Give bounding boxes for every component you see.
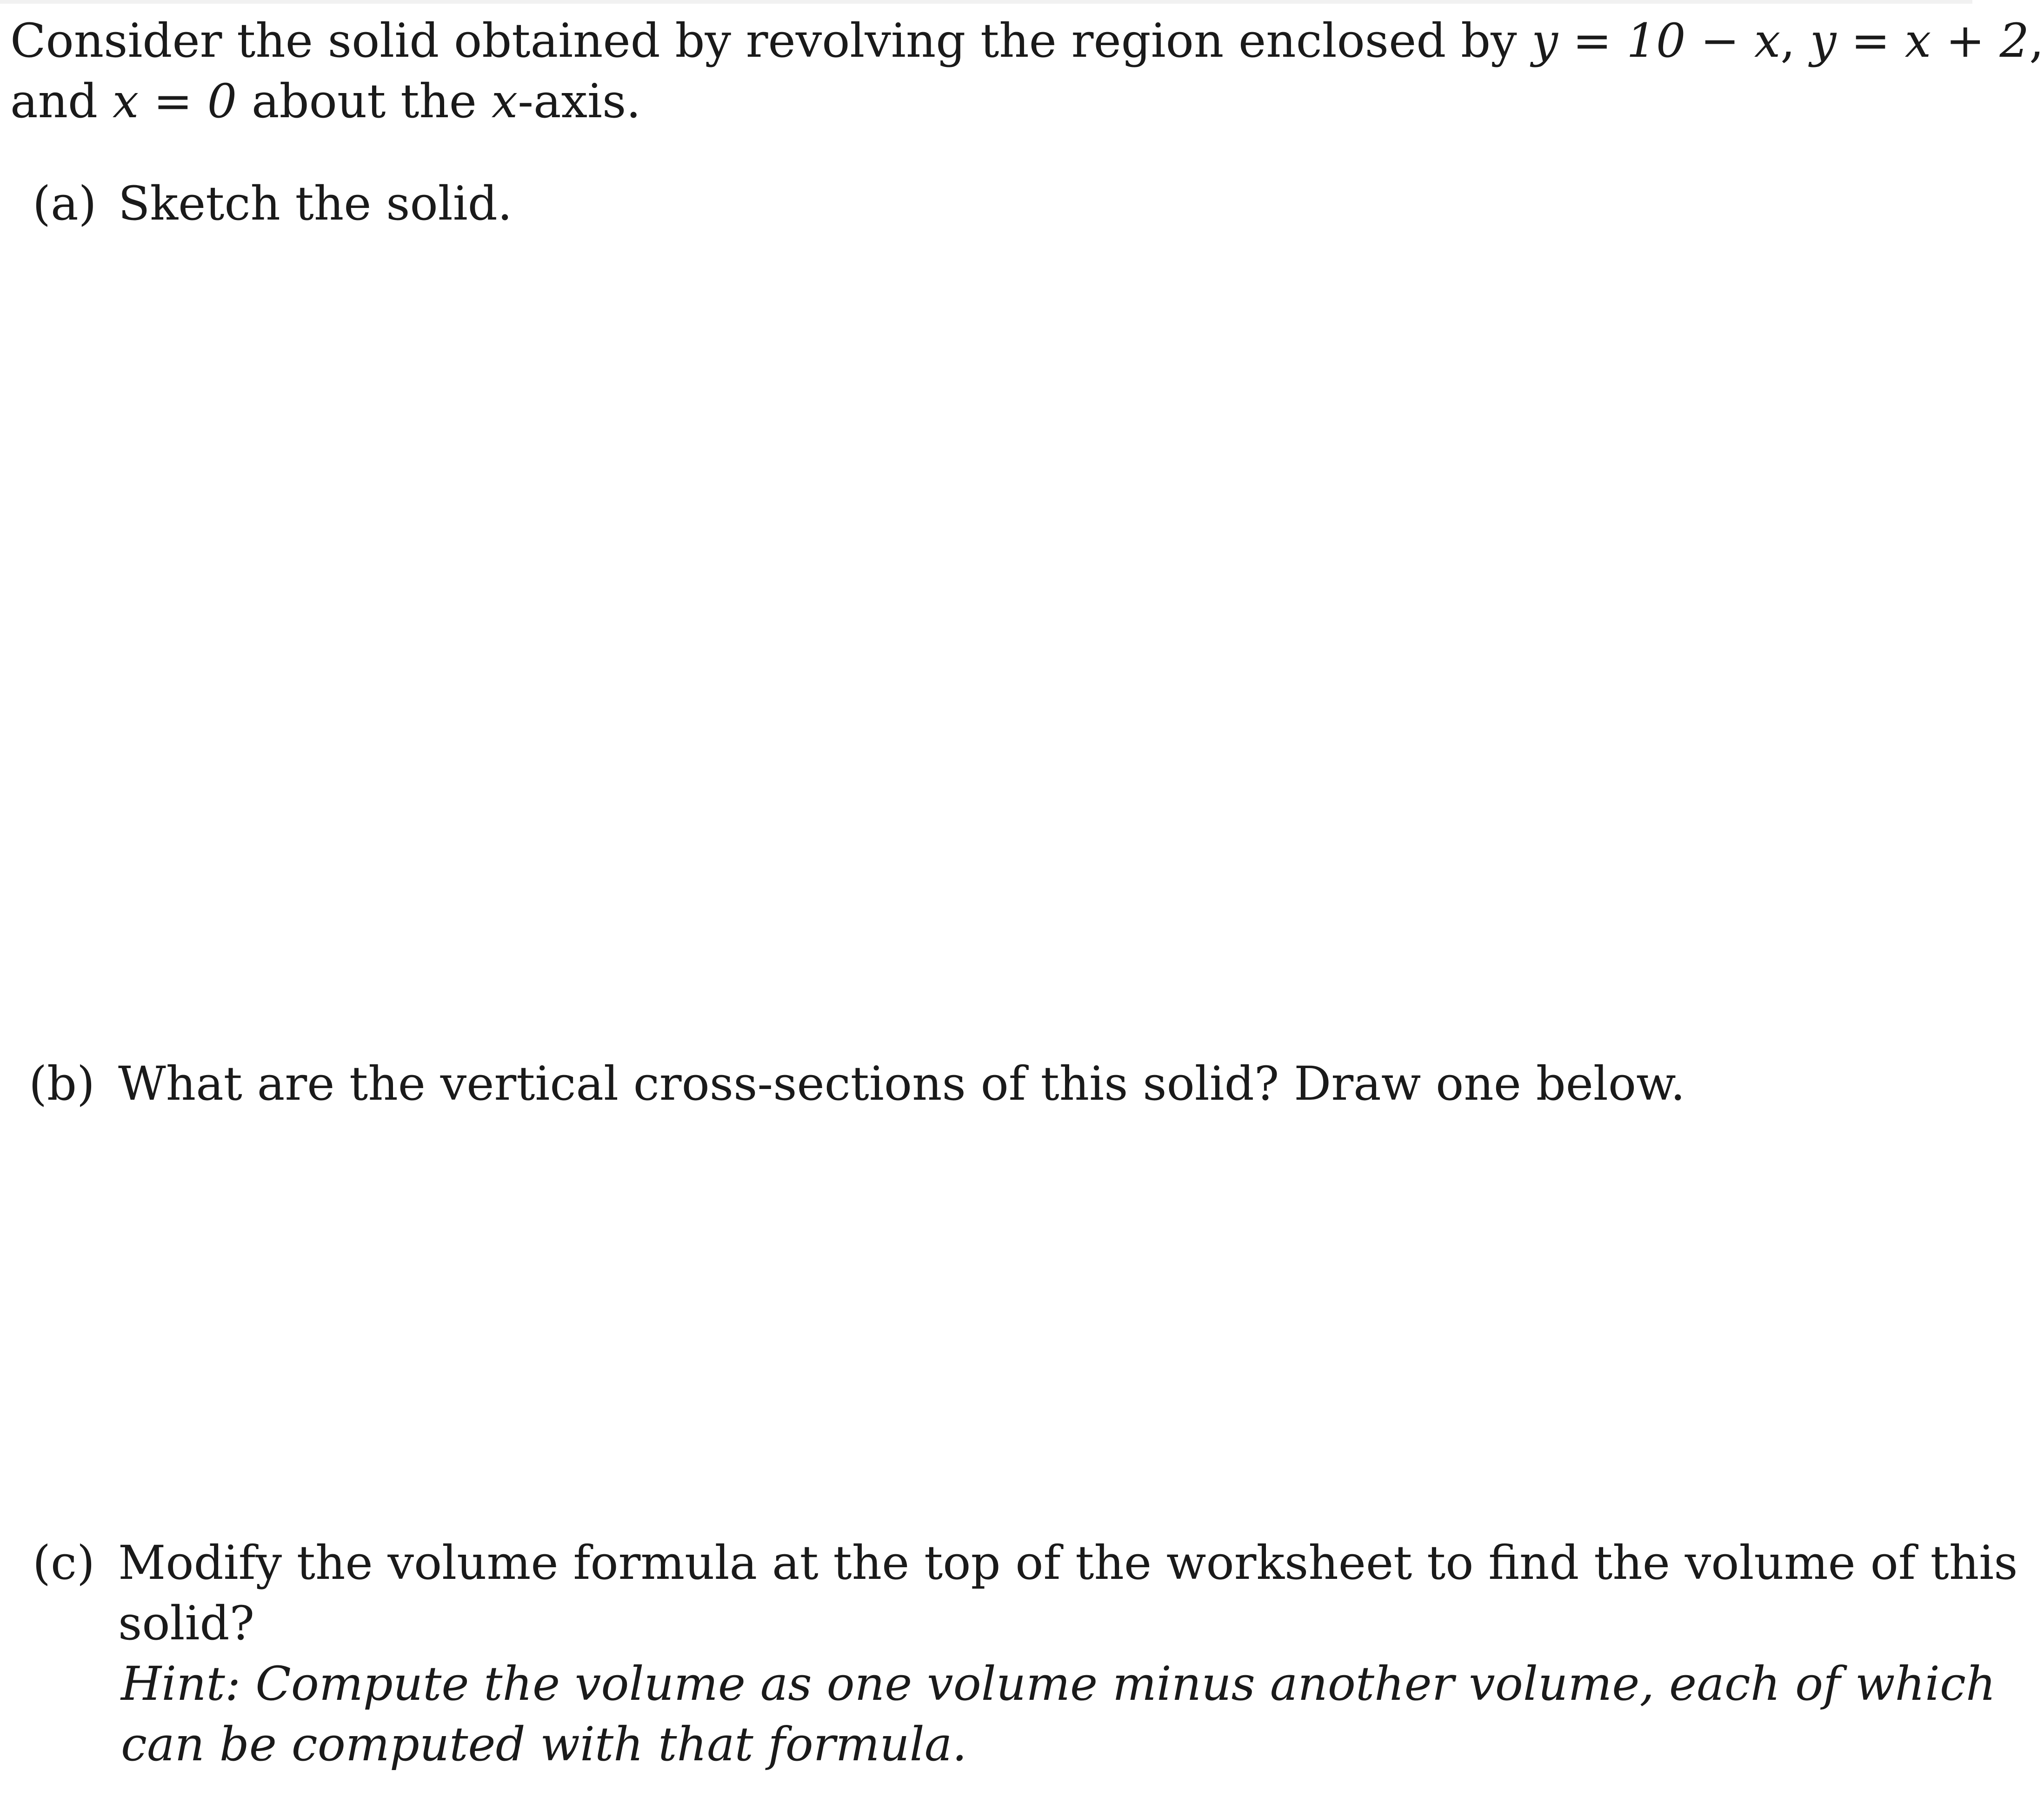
part-b-label: (b) [29,1056,95,1111]
equation-boundary: x = 0 [112,74,237,128]
equation-line-2: y = x + 2 [1810,13,2030,68]
part-c-hint-line-1: Hint: Compute the volume as one volume minus another volume, each of which [121,1657,1996,1711]
part-c-question-line-2: solid? [118,1596,255,1651]
intro-line-2 [10,74,641,128]
intro-separator: , [1780,13,1810,68]
part-a-label: (a) [33,176,97,231]
equation-line-1: y = 10 − x [1531,13,1781,68]
part-b-answer-space[interactable] [118,1130,1839,1512]
intro-line-1 [10,13,2044,68]
intro-text: Consider the solid obtained by revolving the region enclosed by [10,13,1532,68]
part-b-question: What are the vertical cross-sections of this solid? Draw one below. [118,1056,1685,1111]
axis-variable: x [491,74,518,128]
part-c-question-line-1: Modify the volume formula at the top of the worksheet to find the volume of this [118,1536,2018,1590]
part-c-hint-line-2: can be computed with that formula. [121,1717,967,1771]
part-a-answer-space[interactable] [118,251,1839,1033]
intro-text-3: about the [237,74,492,128]
intro-line-end: , [2029,13,2044,68]
intro-text-2: and [10,74,113,128]
part-a-question: Sketch the solid. [118,176,513,231]
top-edge-rule [0,0,1972,4]
part-c-label: (c) [33,1536,95,1590]
intro-text-4: -axis. [518,74,641,128]
